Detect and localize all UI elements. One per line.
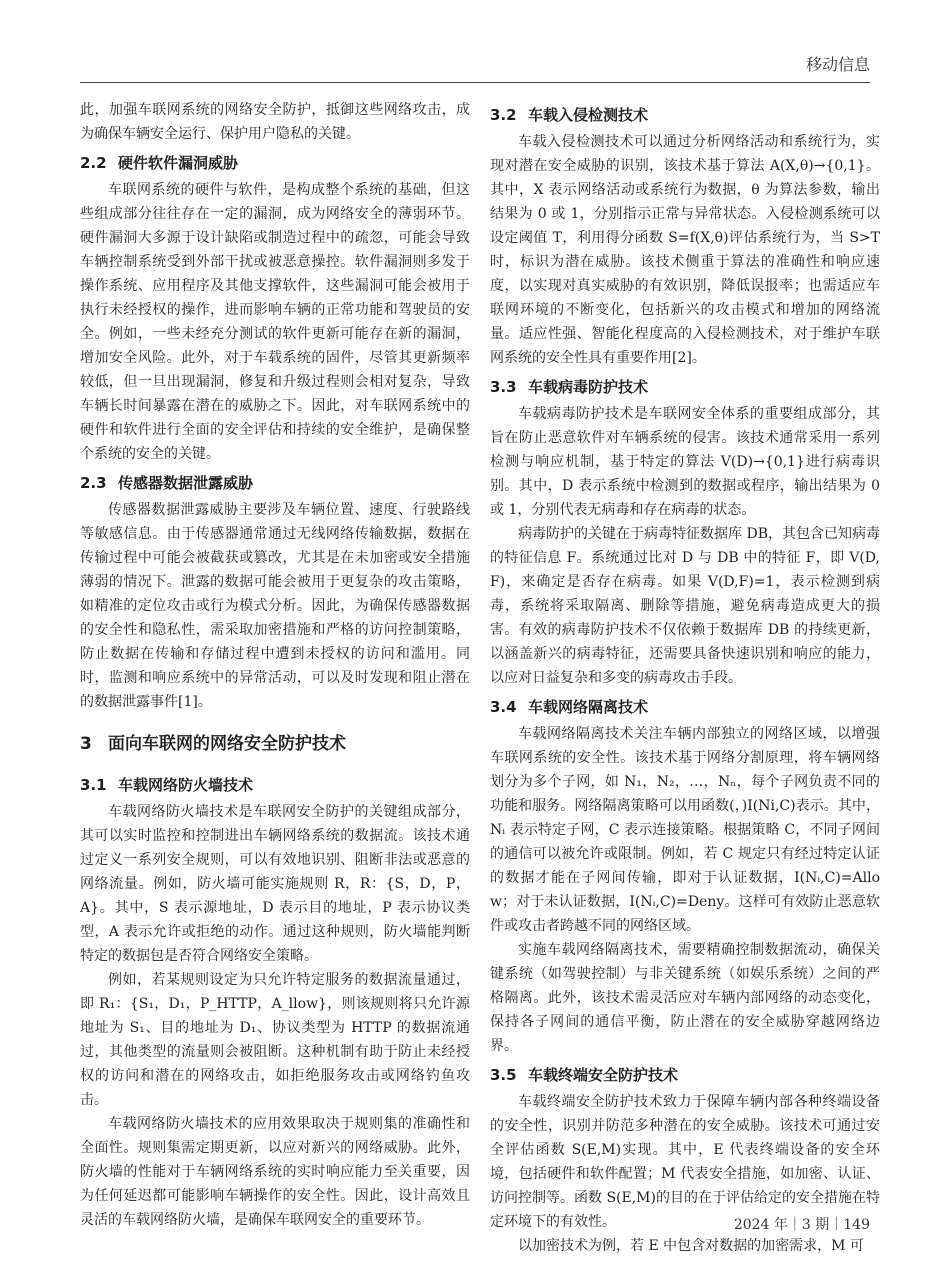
section-number: 3	[80, 734, 92, 754]
paragraph: 病毒防护的关键在于病毒特征数据库 DB，其包含已知病毒的特征信息 F。系统通过比对 D 与 DB 中的特征 F，即 V(D,F)，来确定是否存在病毒。如果 V(D,F)=1，表示检测到病毒，系统将采取隔离、删除等措施，避免病毒造成更大的损害。有效的病毒防护技术不仅依赖于数据库 DB 的持续更新，以涵盖新兴的病毒特征，还需要具备快速识别和响应的能力，以应对日益复杂和多变的病毒攻击手段。	[490, 526, 880, 686]
header-rule	[80, 82, 870, 83]
section-title: 车载入侵检测技术	[528, 106, 649, 124]
paragraph: 此，加强车联网系统的网络安全防护，抵御这些网络攻击，成为确保车辆安全运行、保护用户隐私的关键。	[80, 102, 470, 142]
section-number: 2.2	[80, 154, 107, 172]
section-number: 2.3	[80, 474, 107, 492]
paragraph: 传感器数据泄露威胁主要涉及车辆位置、速度、行驶路线等敏感信息。由于传感器通常通过无线网络传输数据，数据在传输过程中可能会被截获或篡改，尤其是在未加密或安全措施薄弱的情况下。泄露的数据可能会被用于更复杂的攻击策略，如精准的定位攻击或行为模式分析。因此，为确保传感器数据的安全性和隐私性，需采取加密措施和严格的访问控制策略，防止数据在传输和存储过程中遭到未授权的访问和滥用。同时，监测和响应系统中的异常活动，可以及时发现和阻止潜在的数据泄露事件[1]。	[80, 502, 470, 710]
journal-name: 移动信息	[805, 55, 870, 74]
paragraph: 车载终端安全防护技术致力于保障车辆内部各种终端设备的安全性，识别并防范多种潜在的安全威胁。该技术可通过安全评估函数 S(E,M)实现。其中，E 代表终端设备的安全环境，包括硬件和软件配置；M 代表安全措施，如加密、认证、访问控制等。函数 S(E,M)的目的在于评估给定的安全措施在特定环境下的有效性。	[490, 1094, 880, 1230]
section-title: 传感器数据泄露威胁	[118, 474, 254, 492]
section-heading	[490, 696, 880, 718]
section-title: 车载终端安全防护技术	[528, 1066, 679, 1084]
section-number: 3.4	[490, 698, 517, 716]
chapter-heading	[80, 732, 470, 756]
paragraph: 车联网系统的硬件与软件，是构成整个系统的基础，但这些组成部分往往存在一定的漏洞，成为网络安全的薄弱环节。硬件漏洞大多源于设计缺陷或制造过程中的疏忽，可能会导致车辆控制系统受到外部干扰或被恶意操控。软件漏洞则多发于操作系统、应用程序及其他支撑软件，这些漏洞可能会被用于执行未经授权的操作，进而影响车辆的正常功能和驾驶员的安全。例如，一些未经充分测试的软件更新可能存在新的漏洞，增加安全风险。此外，对于车载系统的固件，尽管其更新频率较低，但一旦出现漏洞，修复和升级过程则会相对复杂，导致车辆长时间暴露在潜在的威胁之下。因此，对车联网系统中的硬件和软件进行全面的安全评估和持续的安全维护，是确保整个系统的安全的关键。	[80, 182, 470, 462]
section-heading	[80, 774, 470, 796]
section-title: 面向车联网的网络安全防护技术	[108, 734, 346, 754]
section-number: 3.2	[490, 106, 517, 124]
section-number: 3.1	[80, 776, 107, 794]
section-heading	[490, 376, 880, 398]
paragraph: 车载网络防火墙技术是车联网安全防护的关键组成部分，其可以实时监控和控制进出车辆网络系统的数据流。该技术通过定义一系列安全规则，可以有效地识别、阻断非法或恶意的网络流量。例如，防火墙可能实施规则 R，R：{S，D，P，A}。其中，S 表示源地址，D 表示目的地址，P 表示协议类型，A 表示允许或拒绝的动作。通过这种规则，防火墙能判断特定的数据包是否符合网络安全策略。	[80, 804, 470, 964]
right-column	[490, 98, 880, 1258]
section-number: 3.5	[490, 1066, 517, 1084]
left-column	[80, 98, 470, 1232]
section-heading	[490, 1064, 880, 1086]
paragraph: 实施车载网络隔离技术，需要精确控制数据流动，确保关键系统（如驾驶控制）与非关键系统（如娱乐系统）之间的严格隔离。此外，该技术需灵活应对车辆内部网络的动态变化，保持各子网间的通信平衡，防止潜在的安全威胁穿越网络边界。	[490, 942, 880, 1054]
section-title: 车载病毒防护技术	[528, 378, 649, 396]
paragraph: 车载病毒防护技术是车联网安全体系的重要组成部分，其旨在防止恶意软件对车辆系统的侵害。该技术通常采用一系列检测与响应机制，基于特定的算法 V(D)→{0,1}进行病毒识别。其中，D 表示系统中检测到的数据或程序，输出结果为 0 或 1，分别代表无病毒和存在病毒的状态。	[490, 406, 880, 518]
paragraph: 车载网络防火墙技术的应用效果取决于规则集的准确性和全面性。规则集需定期更新，以应对新兴的网络威胁。此外，防火墙的性能对于车辆网络系统的实时响应能力至关重要，因为任何延迟都可能影响车辆操作的安全性。因此，设计高效且灵活的车载网络防火墙，是确保车联网安全的重要环节。	[80, 1116, 470, 1228]
paragraph: 以加密技术为例，若 E 中包含对数据的加密需求，M 可	[518, 1238, 864, 1254]
section-heading	[80, 152, 470, 174]
page-footer: 2024 年｜3 期｜149	[733, 1217, 870, 1233]
section-heading	[80, 472, 470, 494]
section-heading	[490, 104, 880, 126]
paragraph: 例如，若某规则设定为只允许特定服务的数据流量通过，即 R₁：{S₁，D₁，P_HTTP，A_llow}，则该规则将只允许源地址为 S₁、目的地址为 D₁、协议类型为 HTTP 的数据流通过，其他类型的流量则会被阻断。这种机制有助于防止未经授权的访问和潜在的网络攻击，如拒绝服务攻击或网络钓鱼攻击。	[80, 972, 470, 1108]
paragraph: 车载入侵检测技术可以通过分析网络活动和系统行为，实现对潜在安全威胁的识别，该技术基于算法 A(X,θ)→{0,1}。其中，X 表示网络活动或系统行为数据，θ 为算法参数，输出结果为 0 或 1，分别指示正常与异常状态。入侵检测系统可以设定阈值 T，利用得分函数 S=f(X,θ)评估系统行为，当 S>T 时，标识为潜在威胁。该技术侧重于算法的准确性和响应速度，以实现对真实威胁的有效识别，降低误报率；也需适应车联网环境的不断变化，包括新兴的攻击模式和增加的网络流量。适应性强、智能化程度高的入侵检测技术，对于维护车联网系统的安全性具有重要作用[2]。	[490, 134, 880, 366]
section-number: 3.3	[490, 378, 517, 396]
section-title: 车载网络隔离技术	[528, 698, 649, 716]
paragraph: 车载网络隔离技术关注车辆内部独立的网络区域，以增强车联网系统的安全性。该技术基于网络分割原理，将车辆网络划分为多个子网，如 N₁，N₂，…，Nₙ，每个子网负责不同的功能和服务。网络隔离策略可以用函数(，)I(Ni,C)表示。其中，Nᵢ 表示特定子网，C 表示连接策略。根据策略 C，不同子网间的通信可以被允许或限制。例如，若 C 规定只有经过特定认证的数据才能在子网间传输，即对于认证数据，I(Nᵢ,C)=Allow；对于未认证数据，I(Nᵢ,C)=Deny。这样可有效防止恶意软件或攻击者跨越不同的网络区域。	[490, 726, 880, 934]
section-title: 车载网络防火墙技术	[118, 776, 254, 794]
section-title: 硬件软件漏洞威胁	[118, 154, 239, 172]
